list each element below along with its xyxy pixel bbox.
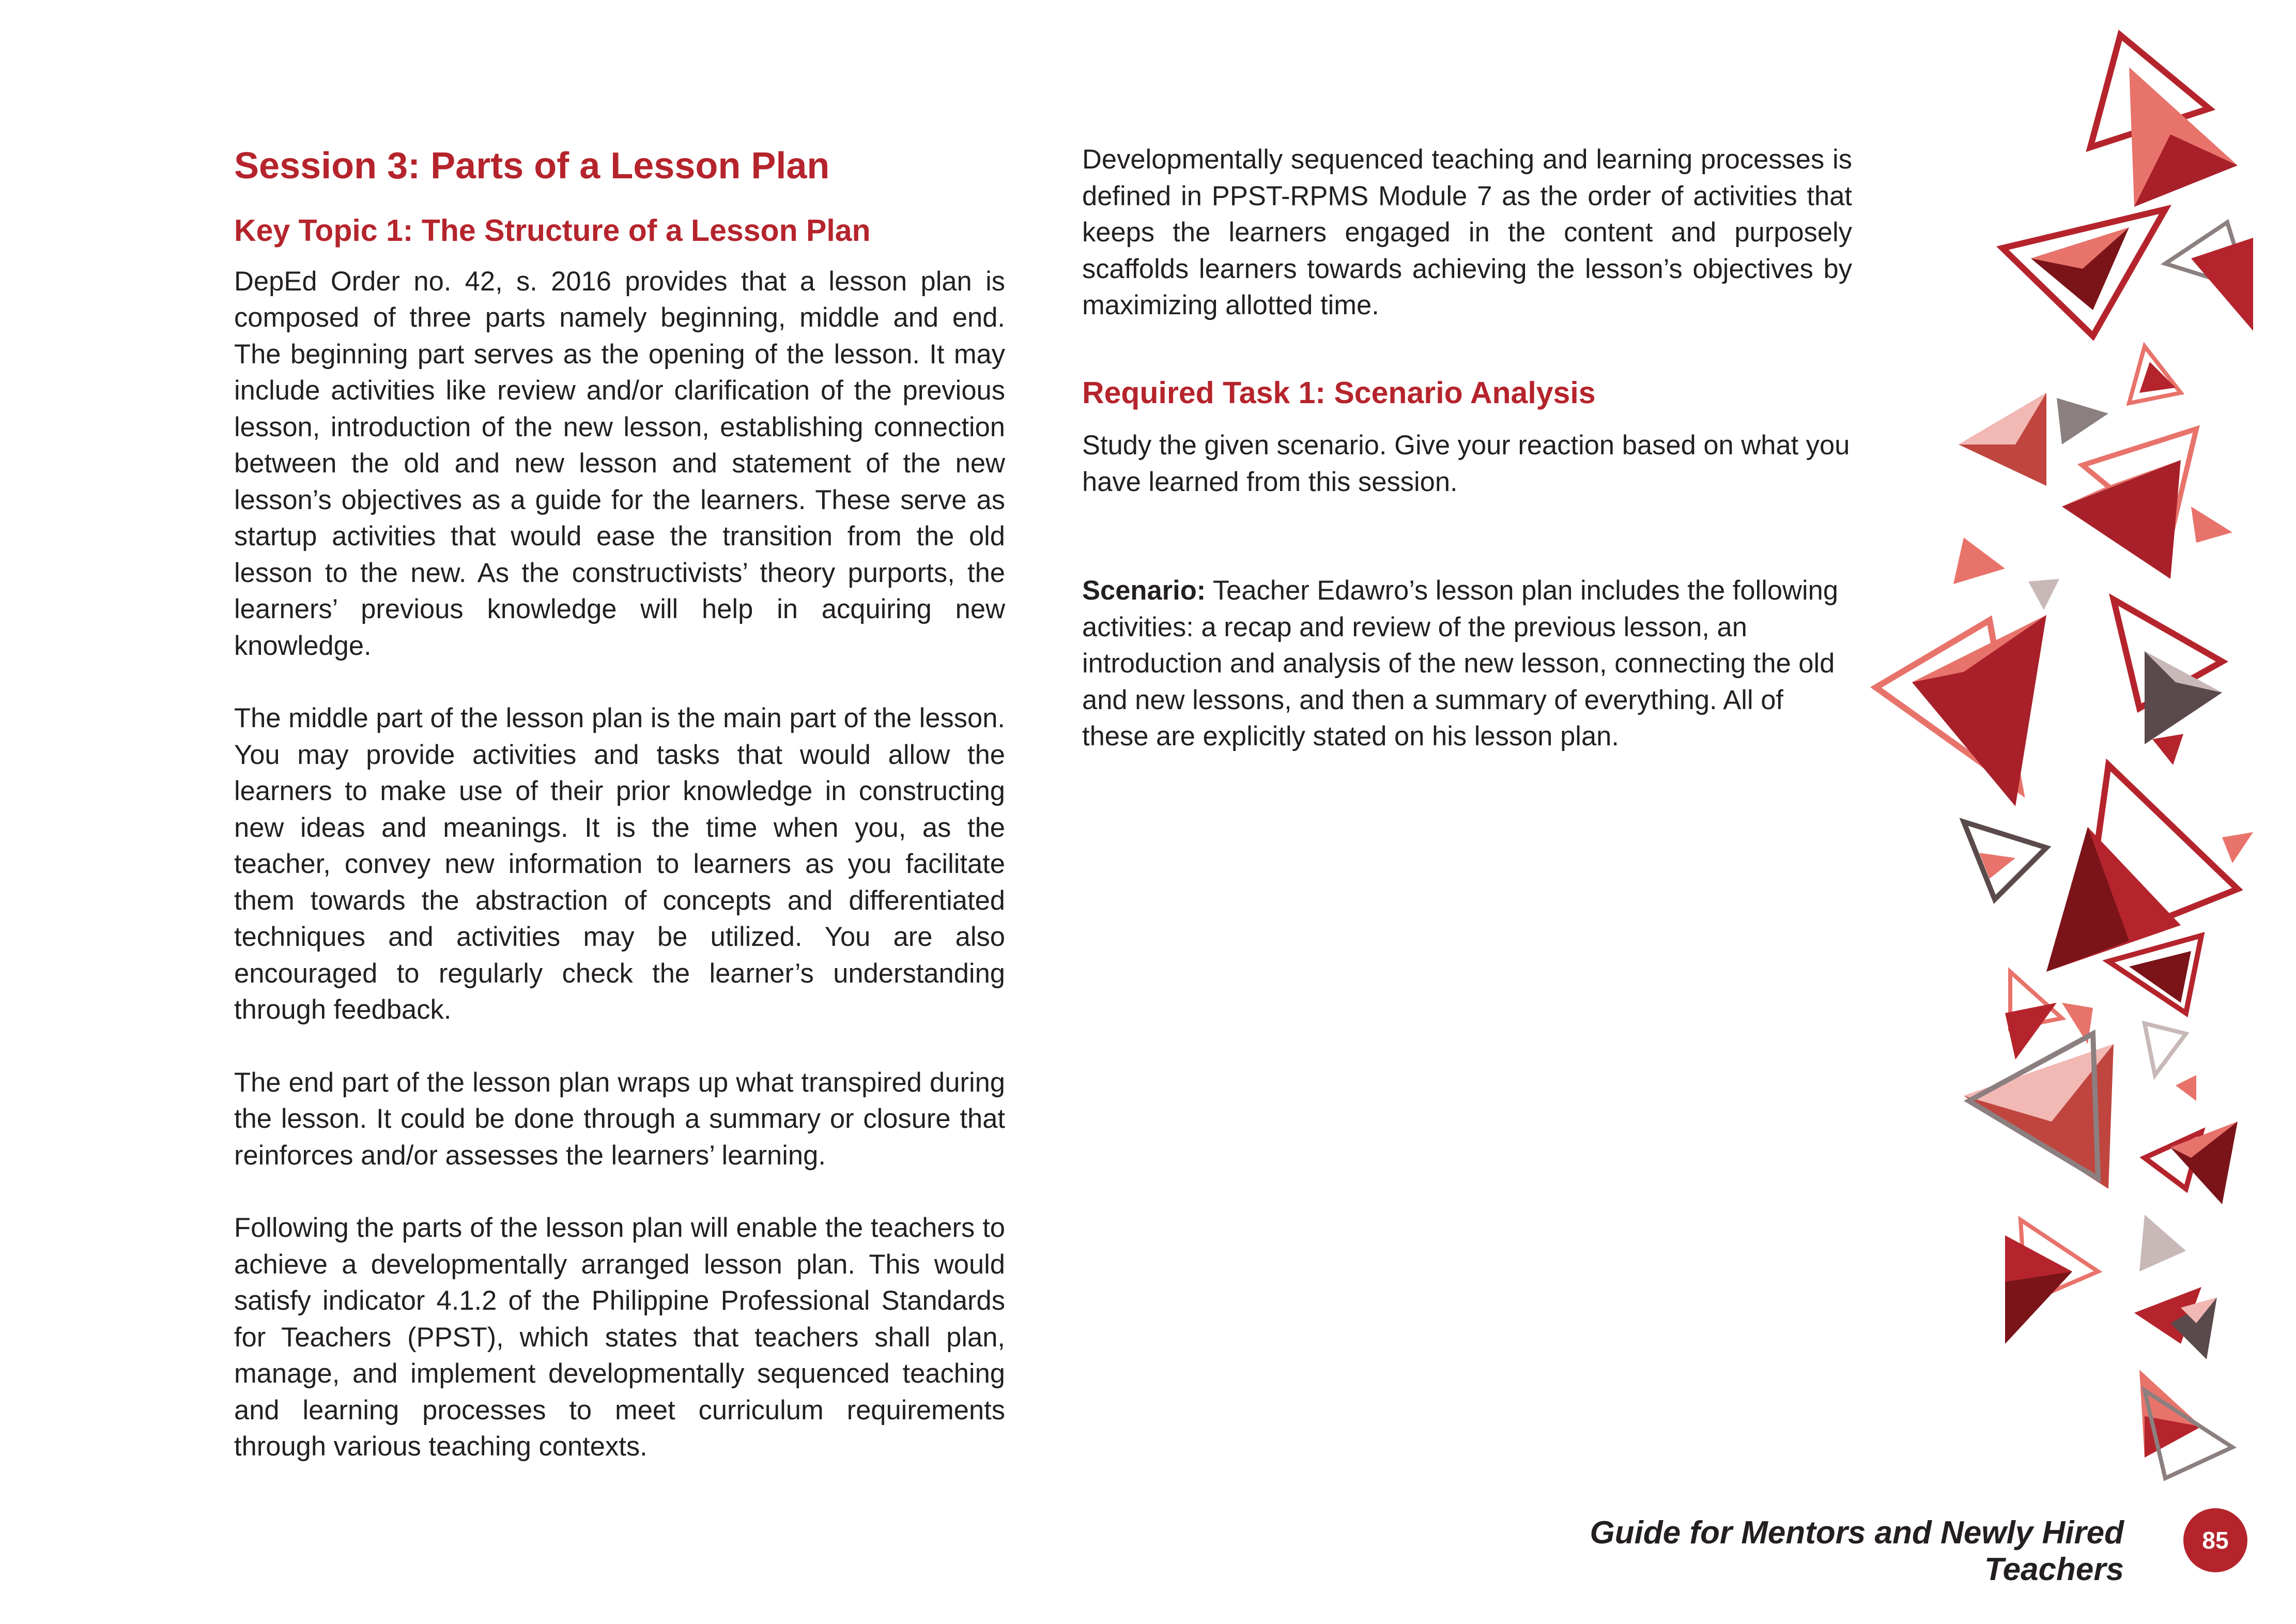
triangle-13-grey	[2139, 1215, 2186, 1271]
task-instructions: Study the given scenario. Give your reaction based on what you have learned from this session.	[1082, 430, 1850, 497]
triangle-grey	[2057, 398, 2108, 445]
decorative-triangles	[1840, 0, 2296, 1624]
triangle-small-red	[2152, 734, 2183, 765]
triangle-small-right	[2191, 507, 2232, 543]
paragraph-middle: The middle part of the lesson plan is the main part of the lesson. You may provide activities and tasks that would allow the learners to make use of their prior knowledge in constructing new ideas and meanings. It is the time when you, as the teacher, convey new information to learners as you facilitate them towards the abstraction of concepts and differentiated techniques and activities may be utilized. You are also encouraged to regularly check the learner’s understanding through feedback.	[234, 703, 1005, 1025]
required-task-heading: Required Task 1: Scenario Analysis	[1082, 375, 1596, 410]
left-column	[234, 145, 1005, 1465]
paragraph-beginning: DepEd Order no. 42, s. 2016 provides that a lesson plan is composed of three parts namely beginning, middle and end. The beginning part serves as the opening of the lesson. It may include activities like review and/or clarification of the previous lesson, introduction of the new lesson, establishing connection between the old and new lesson and statement of the new lesson’s objectives as a guide for the learners. These serve as startup activities that would ease the transition from the old lesson to the new. As the constructivists’ theory purports, the learners’ previous knowledge will help in acquiring new knowledge.	[234, 266, 1005, 661]
triangle-grey-fill	[2191, 238, 2253, 331]
footer-guide-title: Guide for Mentors and Newly Hired Teachers	[1590, 1515, 2124, 1587]
paragraph-end: The end part of the lesson plan wraps up what transpired during the lesson. It could be done through a summary or closure that reinforces and/or assesses the learners’ learning.	[234, 1067, 1005, 1171]
intro-paragraph: Developmentally sequenced teaching and learning processes is defined in PPST-RPMS Module 7 as the order of activities that keeps the learners engaged in the content and purposely scaffolds learners towards achieving the lesson’s objectives by maximizing allotted time.	[1082, 144, 1852, 320]
scenario-label: Scenario:	[1082, 575, 1206, 606]
triangle-small-9	[2222, 832, 2253, 863]
right-column	[1082, 145, 1852, 755]
triangle-big	[1912, 615, 2046, 806]
paragraph-following: Following the parts of the lesson plan will enable the teachers to achieve a developmentally arranged lesson plan. This would satisfy indicator 4.1.2 of the Philippine Professional Standards for Teachers (PPST), which states that teachers shall plan, manage, and implement developmentally sequenced teaching and learning processes to meet curriculum requirements through various teaching contexts.	[234, 1213, 1005, 1462]
triangle-5	[1953, 538, 2005, 584]
scenario-paragraph	[1082, 573, 1852, 755]
triangle-12	[2170, 1122, 2238, 1204]
triangle-outline-grey-3	[2145, 1023, 2186, 1075]
page-number-badge: 85	[2183, 1508, 2247, 1572]
key-topic-heading: Key Topic 1: The Structure of a Lesson Plan	[234, 213, 871, 248]
triangle-small-12	[2176, 1075, 2196, 1101]
scenario-text: Teacher Edawro’s lesson plan includes the following activities: a recap and review of the previous lesson, an introduction and analysis of the new lesson, connecting the old and new lessons, and then a summary of everything. All of these are explicitly stated on his lesson plan.	[1082, 575, 1839, 752]
session-title: Session 3: Parts of a Lesson Plan	[234, 145, 830, 187]
triangle-10	[2005, 1003, 2057, 1060]
triangle-4	[2062, 460, 2181, 579]
triangle-5-grey	[2028, 579, 2059, 610]
triangle-13-dark	[2005, 1271, 2072, 1344]
